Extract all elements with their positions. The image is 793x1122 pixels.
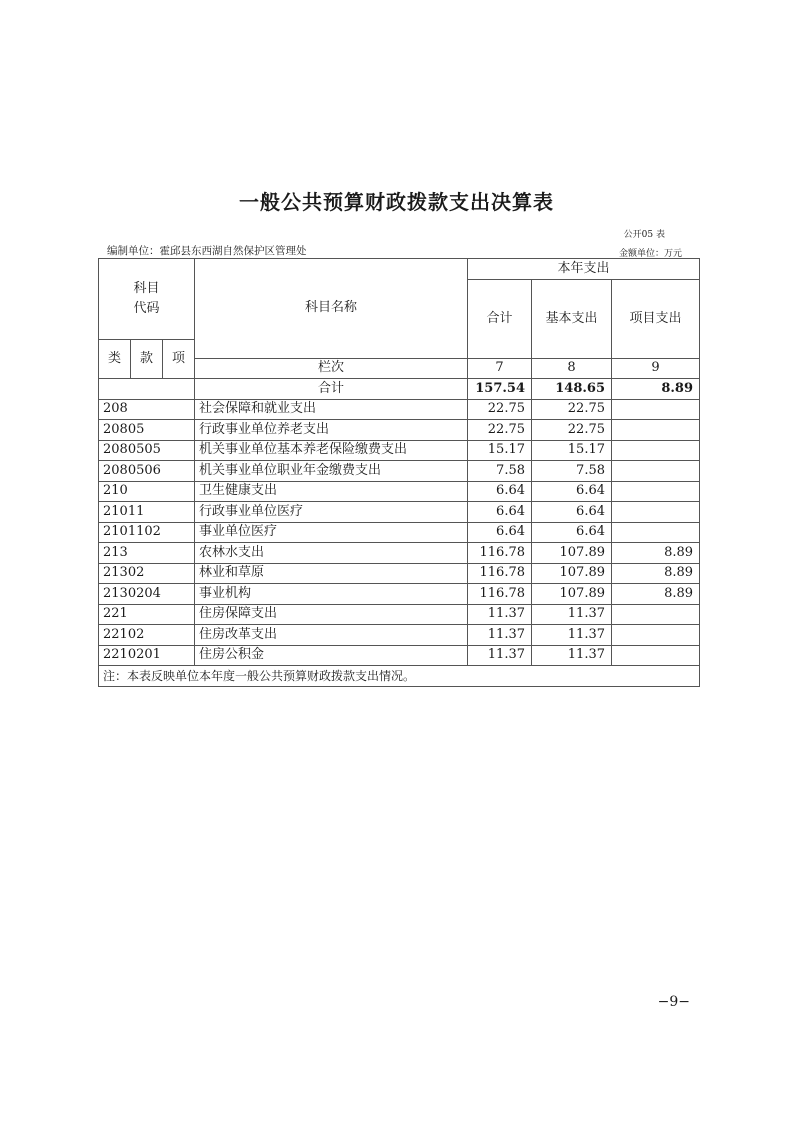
row-project [612, 645, 700, 666]
row-name: 林业和草原 [195, 563, 468, 584]
row-name: 机关事业单位职业年金缴费支出 [195, 461, 468, 482]
row-name: 行政事业单位养老支出 [195, 420, 468, 441]
header-kuan: 款 [131, 340, 163, 379]
sum-basic: 148.65 [532, 379, 612, 400]
row-project: 8.89 [612, 543, 700, 564]
row-basic: 15.17 [532, 440, 612, 461]
row-project [612, 481, 700, 502]
row-project [612, 399, 700, 420]
row-basic: 11.37 [532, 625, 612, 646]
expenditure-table [98, 258, 700, 687]
compiling-unit: 编制单位：霍邱县东西湖自然保护区管理处 [107, 245, 307, 257]
row-basic: 6.64 [532, 481, 612, 502]
row-basic: 107.89 [532, 584, 612, 605]
row-code: 20805 [99, 420, 195, 441]
row-total: 11.37 [468, 645, 532, 666]
row-code: 2130204 [99, 584, 195, 605]
row-code: 21302 [99, 563, 195, 584]
row-basic: 7.58 [532, 461, 612, 482]
row-project [612, 440, 700, 461]
sum-code-cell [99, 379, 195, 400]
row-basic: 6.64 [532, 522, 612, 543]
row-total: 7.58 [468, 461, 532, 482]
header-lei: 类 [99, 340, 131, 379]
header-basic: 基本支出 [532, 279, 612, 358]
table-row [99, 645, 700, 666]
row-name: 事业单位医疗 [195, 522, 468, 543]
row-project [612, 625, 700, 646]
row-code: 213 [99, 543, 195, 564]
row-total: 116.78 [468, 584, 532, 605]
row-name: 卫生健康支出 [195, 481, 468, 502]
row-basic: 22.75 [532, 420, 612, 441]
table-row [99, 604, 700, 625]
row-basic: 22.75 [532, 399, 612, 420]
row-name: 行政事业单位医疗 [195, 502, 468, 523]
sum-total: 157.54 [468, 379, 532, 400]
row-code: 208 [99, 399, 195, 420]
row-project [612, 502, 700, 523]
row-code: 2080505 [99, 440, 195, 461]
row-name: 机关事业单位基本养老保险缴费支出 [195, 440, 468, 461]
row-total: 6.64 [468, 522, 532, 543]
row-basic: 6.64 [532, 502, 612, 523]
table-row [99, 625, 700, 646]
table-row [99, 502, 700, 523]
row-name: 农林水支出 [195, 543, 468, 564]
table-row [99, 563, 700, 584]
table-row [99, 584, 700, 605]
header-lanci: 栏次 [195, 358, 468, 379]
row-project [612, 522, 700, 543]
row-code: 2101102 [99, 522, 195, 543]
row-name: 事业机构 [195, 584, 468, 605]
row-total: 6.64 [468, 502, 532, 523]
row-total: 22.75 [468, 420, 532, 441]
row-name: 住房保障支出 [195, 604, 468, 625]
row-basic: 11.37 [532, 645, 612, 666]
row-project: 8.89 [612, 584, 700, 605]
row-name: 社会保障和就业支出 [195, 399, 468, 420]
money-unit: 金额单位：万元 [618, 249, 682, 259]
table-row [99, 543, 700, 564]
header-col-9: 9 [612, 358, 700, 379]
row-code: 221 [99, 604, 195, 625]
row-total: 22.75 [468, 399, 532, 420]
row-total: 11.37 [468, 625, 532, 646]
table-row [99, 399, 700, 420]
table-note: 注：本表反映单位本年度一般公共预算财政拨款支出情况。 [99, 666, 700, 687]
row-total: 116.78 [468, 543, 532, 564]
header-total: 合计 [468, 279, 532, 358]
sum-project: 8.89 [612, 379, 700, 400]
header-project: 项目支出 [612, 279, 700, 358]
table-row [99, 461, 700, 482]
sum-label: 合计 [195, 379, 468, 400]
row-code: 2080506 [99, 461, 195, 482]
row-project [612, 420, 700, 441]
page-title: 一般公共预算财政拨款支出决算表 [239, 190, 554, 214]
row-project [612, 461, 700, 482]
form-number: 公开05 表 [623, 230, 665, 240]
header-subject-code: 科目 代码 [99, 259, 195, 340]
row-basic: 107.89 [532, 543, 612, 564]
row-code: 22102 [99, 625, 195, 646]
row-total: 6.64 [468, 481, 532, 502]
row-project: 8.89 [612, 563, 700, 584]
header-xiang: 项 [163, 340, 195, 379]
row-basic: 11.37 [532, 604, 612, 625]
table-row [99, 481, 700, 502]
row-code: 21011 [99, 502, 195, 523]
header-col-7: 7 [468, 358, 532, 379]
page-number: −9− [657, 994, 690, 1010]
row-code: 2210201 [99, 645, 195, 666]
row-total: 11.37 [468, 604, 532, 625]
row-code: 210 [99, 481, 195, 502]
row-name: 住房公积金 [195, 645, 468, 666]
header-col-8: 8 [532, 358, 612, 379]
header-current-year: 本年支出 [468, 259, 700, 280]
row-basic: 107.89 [532, 563, 612, 584]
row-total: 116.78 [468, 563, 532, 584]
table-row [99, 522, 700, 543]
row-name: 住房改革支出 [195, 625, 468, 646]
table-row [99, 420, 700, 441]
row-total: 15.17 [468, 440, 532, 461]
header-subject-name: 科目名称 [195, 259, 468, 359]
row-project [612, 604, 700, 625]
table-row [99, 440, 700, 461]
